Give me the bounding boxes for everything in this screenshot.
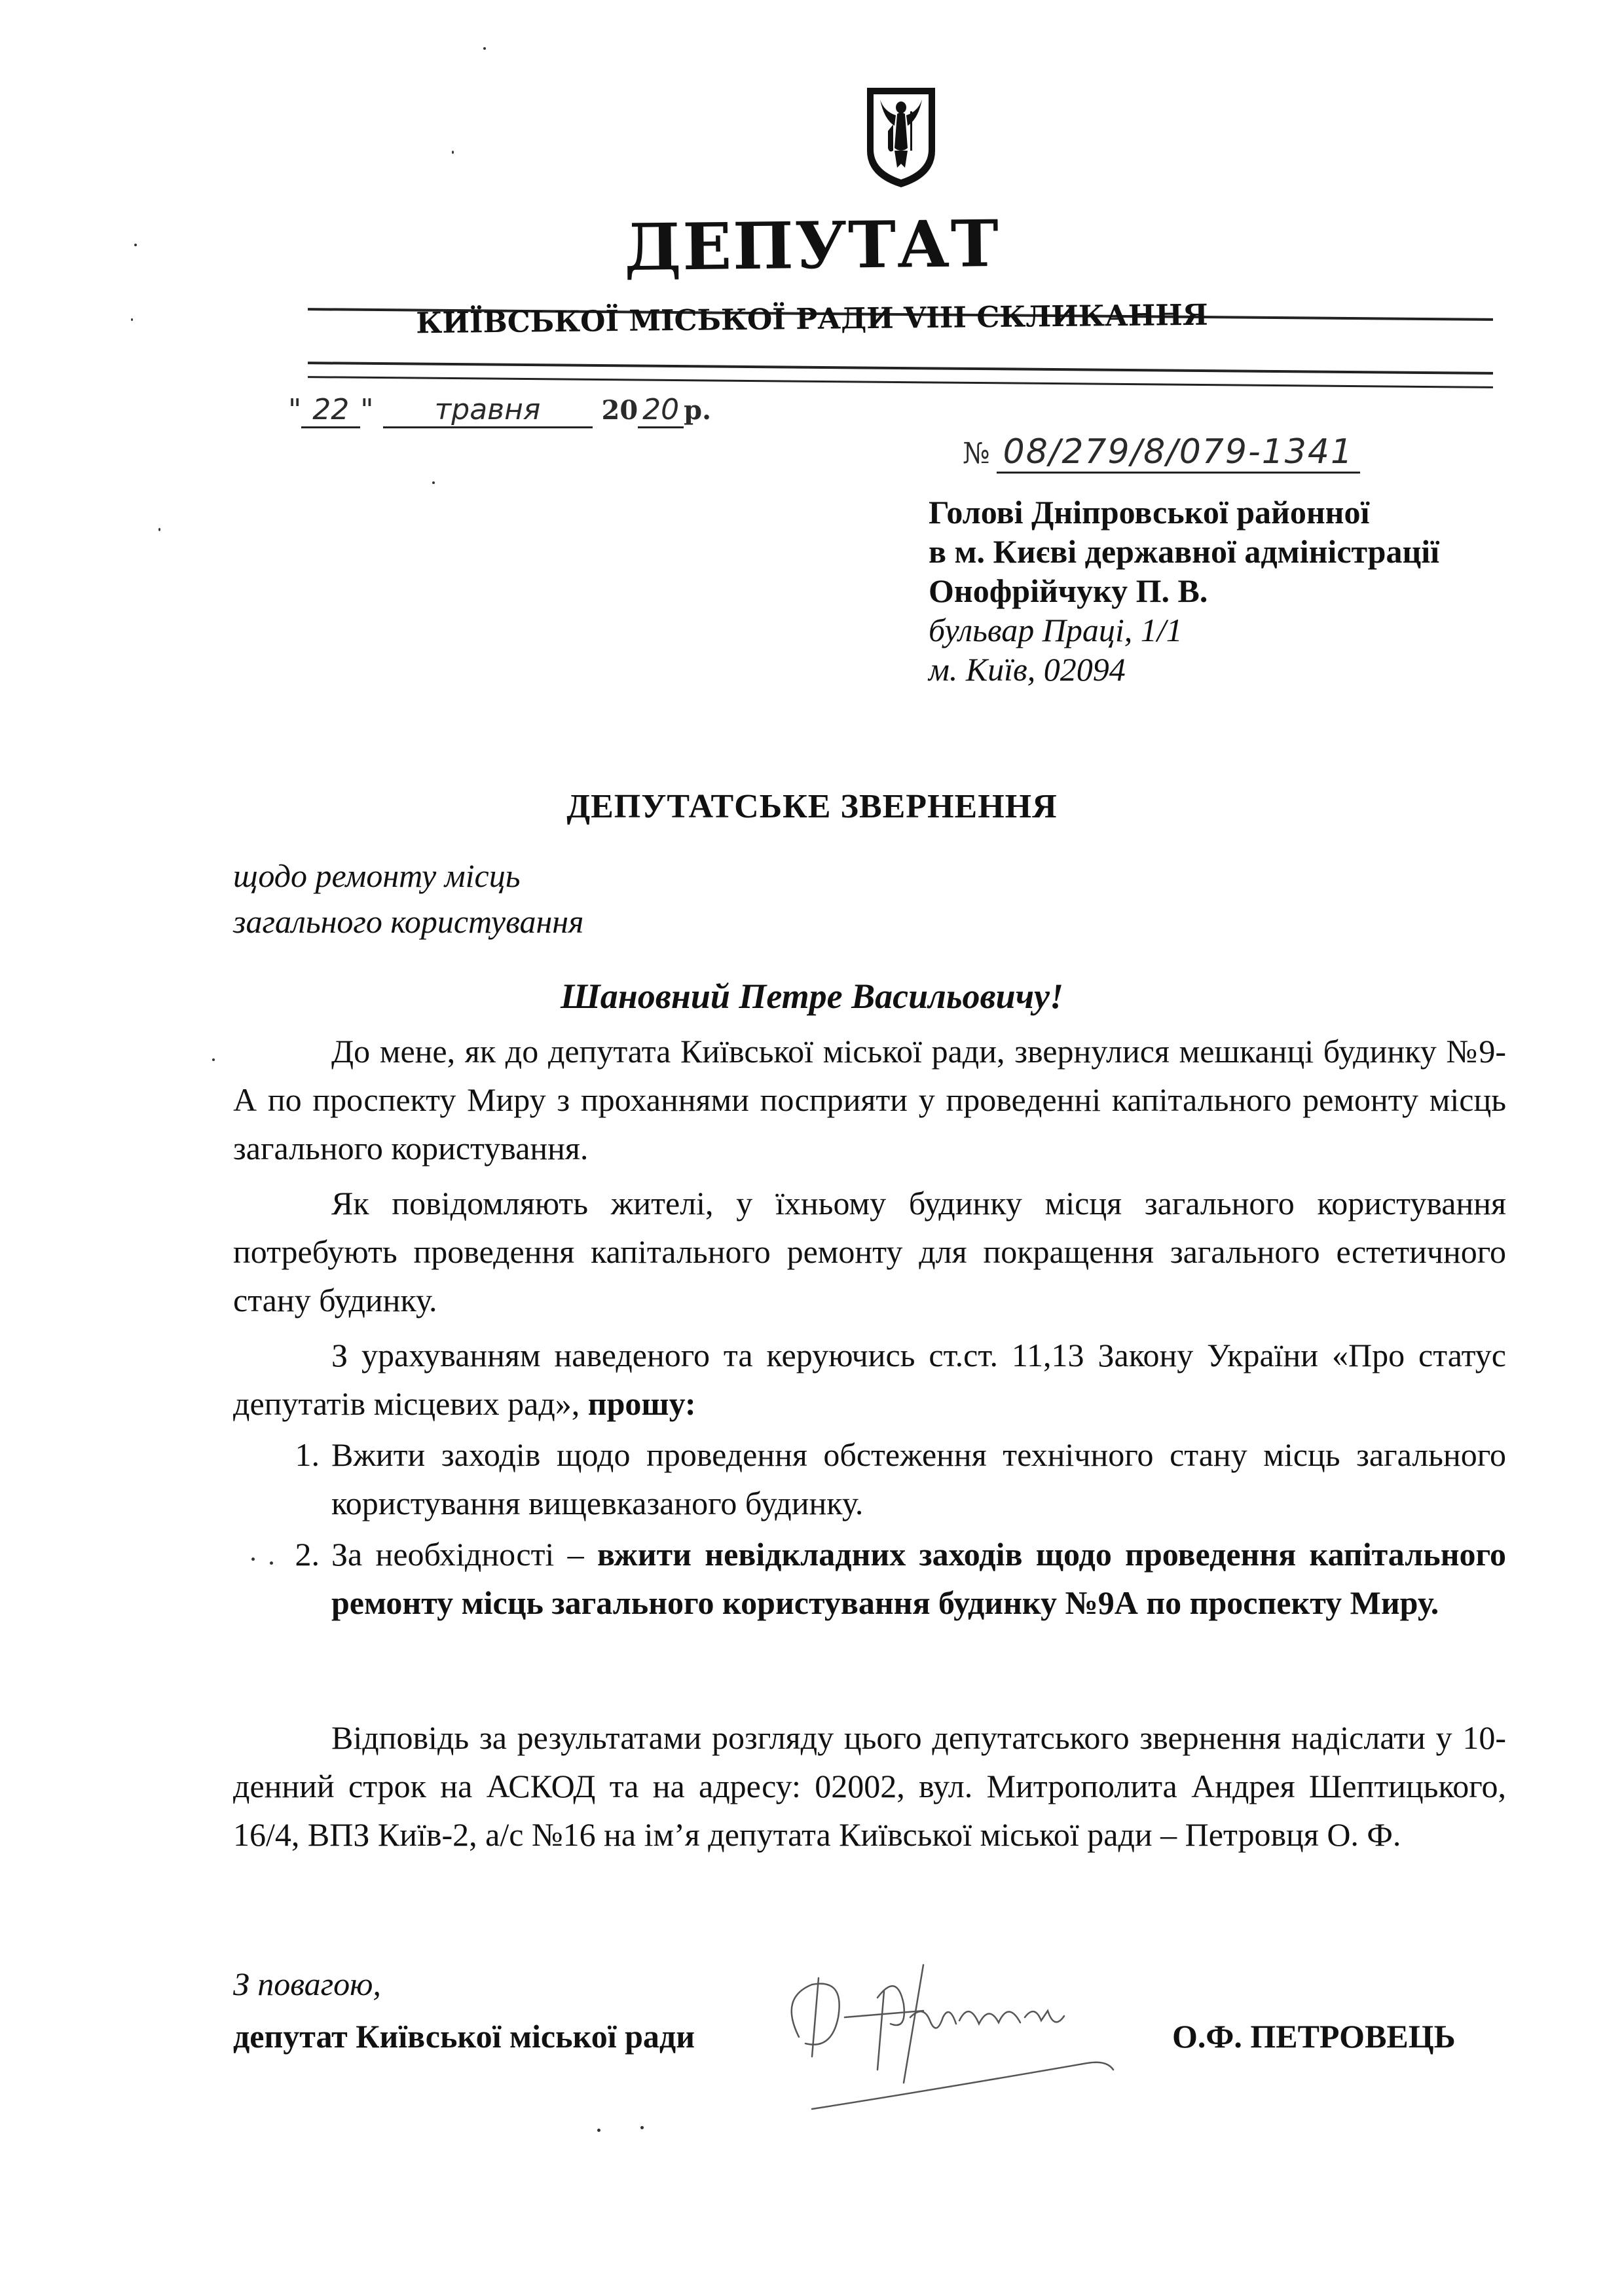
- scan-speck: [640, 2126, 644, 2129]
- header-rule-thin: [308, 376, 1493, 388]
- paragraph-3: [233, 1331, 1506, 1428]
- date-close-quote: ": [360, 393, 374, 426]
- request-text-plain: Вжити заходів щодо проведення обстеження технічного стану місць загального користування вищевказаного будинку.: [331, 1436, 1506, 1521]
- closing: З повагою,: [233, 1966, 381, 2002]
- date-month: травня: [383, 393, 593, 428]
- date-open-quote: ": [288, 393, 302, 426]
- appeal-heading: ДЕПУТАТСЬКЕ ЗВЕРНЕННЯ: [566, 788, 1058, 825]
- addressee-line2: в м. Києві державної адміністрації: [929, 533, 1440, 570]
- scan-speck: [251, 1558, 255, 1561]
- date-line: [288, 393, 711, 428]
- registration-prefix: №: [963, 437, 991, 470]
- paragraph-1: До мене, як до депутата Київської міської ради, звернулися мешканці будинку №9-А по проспекту Миру з проханнями посприяти у проведенні капітального ремонту місць загального користування.: [233, 1033, 1506, 1166]
- subject-line1: щодо ремонту місць: [233, 857, 521, 894]
- scan-speck: [158, 528, 160, 531]
- scan-speck: [432, 481, 435, 484]
- paragraph-2: Як повідомляють жителі, у їхньому будинку місця загального користування потребують проведення капітального ремонту для покращення загального естетичного стану будинку.: [233, 1185, 1506, 1318]
- scan-speck: [270, 1561, 273, 1565]
- addressee-block: [929, 493, 1439, 689]
- date-year-mark: р.: [684, 395, 712, 426]
- registration-number: 08/279/8/079-1341: [997, 432, 1360, 474]
- header-rule-bottom: [308, 362, 1493, 375]
- subject-line2: загального користування: [233, 903, 584, 940]
- addressee-line1: Голові Дніпровської районної: [929, 494, 1370, 531]
- request-item: [233, 1530, 1506, 1627]
- handwritten-signature: [773, 1939, 1139, 2135]
- request-number: 1.: [295, 1436, 320, 1473]
- addressee-name: Онофрійчуку П. В.: [929, 572, 1208, 609]
- scan-speck: [134, 244, 137, 246]
- scan-speck: [483, 47, 486, 50]
- request-text-bold: вжити невідкладних заходів щодо проведення капітального ремонту місць загального користування будинку №9А по проспекту Миру.: [331, 1536, 1506, 1621]
- scan-speck: [452, 151, 454, 154]
- paragraph-4: Відповідь за результатами розгляду цього депутатського звернення надіслати у 10-денний строк на АСКОД та на адресу: 02002, вул. Митрополита Андрея Шептицького, 16/4, ВПЗ Київ-2, а/с №16 на ім’я депутата Київської міської ради – Петровця О. Ф.: [233, 1719, 1506, 1853]
- date-year-prefix: 20: [601, 395, 638, 426]
- scan-speck: [597, 2129, 600, 2132]
- request-text: [331, 1530, 1506, 1627]
- addressee-street: бульвар Праці, 1/1: [929, 612, 1183, 648]
- paragraph-3-request: прошу:: [587, 1385, 696, 1422]
- kyiv-emblem-icon: [864, 85, 938, 190]
- appeal-subject: [233, 853, 583, 944]
- signatory-name: О.Ф. ПЕТРОВЕЦЬ: [1172, 2018, 1456, 2055]
- date-day: 22: [301, 393, 360, 428]
- request-text-plain: За необхідності –: [331, 1536, 584, 1573]
- registration-number-line: [963, 432, 1360, 474]
- date-year-suffix: 20: [638, 393, 684, 428]
- addressee-city: м. Київ, 02094: [929, 651, 1126, 688]
- request-item: [233, 1430, 1506, 1527]
- document-subtitle: КИЇВСЬКОЇ МІСЬКОЇ РАДИ VIII СКЛИКАННЯ: [416, 298, 1208, 341]
- scan-speck: [212, 1058, 215, 1061]
- request-number: 2.: [295, 1536, 320, 1573]
- signatory-role: депутат Київської міської ради: [233, 2018, 695, 2055]
- salutation: Шановний Петре Васильовичу!: [560, 977, 1064, 1016]
- request-list: [233, 1430, 1506, 1630]
- document-title: ДЕПУТАТ: [623, 206, 1001, 286]
- paragraph-3-text: З урахуванням наведеного та керуючись ст.ст. 11,13 Закону України «Про статус депутатів місцевих рад»,: [233, 1337, 1506, 1422]
- request-text: [331, 1430, 1506, 1527]
- scan-speck: [131, 318, 133, 321]
